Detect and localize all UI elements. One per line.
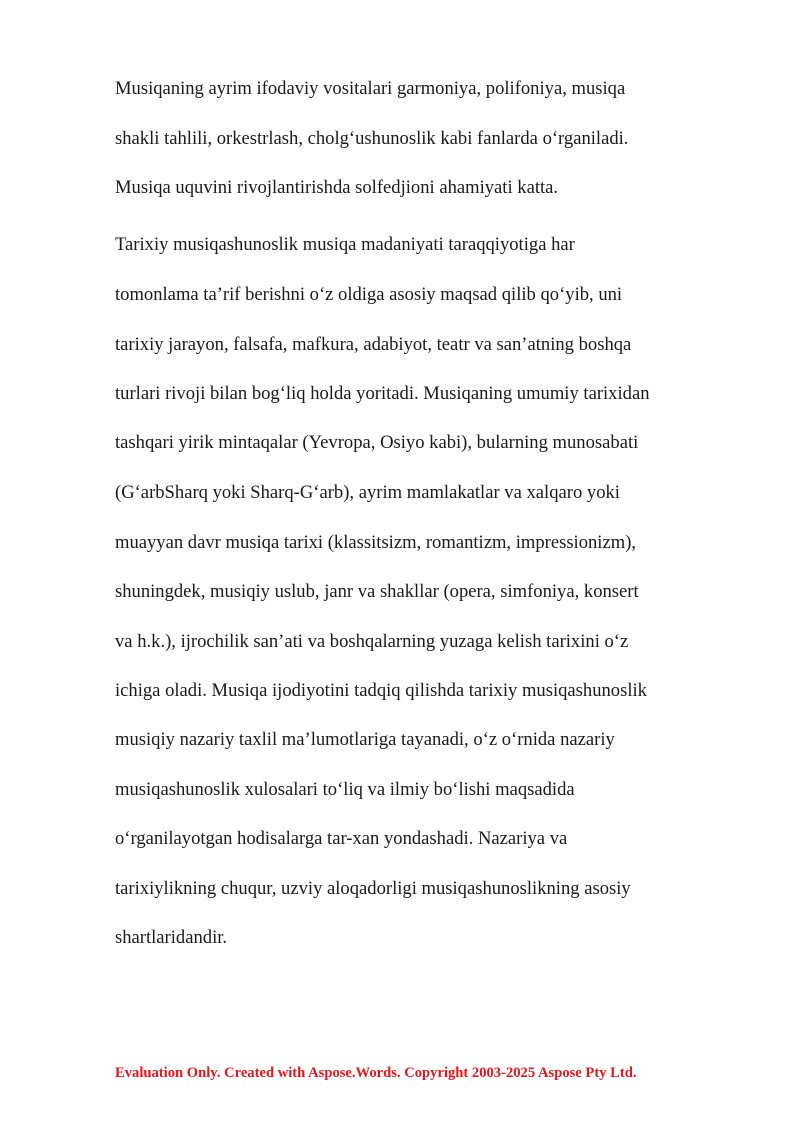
text-line: Musiqaning ayrim ifodaviy vositalari garmoniya, polifoniya, musiqa: [115, 78, 626, 99]
text-line: shakli tahlili, orkestrlash, cholg‘ushunoslik kabi fanlarda o‘rganiladi.: [115, 128, 629, 149]
text-line: tarixiylikning chuqur, uzviy aloqadorligi musiqashunoslikning asosiy: [115, 878, 631, 899]
text-line: ichiga oladi. Musiqa ijodiyotini tadqiq qilishda tarixiy musiqashunoslik: [115, 680, 647, 701]
text-line: shartlaridandir.: [115, 927, 228, 948]
text-line: shuningdek, musiqiy uslub, janr va shakllar (opera, simfoniya, konsert: [115, 581, 639, 602]
text-line: va h.k.), ijrochilik san’ati va boshqalarning yuzaga kelish tarixini o‘z: [115, 631, 629, 652]
text-line: (G‘arbSharq yoki Sharq-G‘arb), ayrim mamlakatlar va xalqaro yoki: [115, 482, 620, 503]
text-line: o‘rganilayotgan hodisalarga tar-xan yondashadi. Nazariya va: [115, 828, 568, 849]
text-line: tarixiy jarayon, falsafa, mafkura, adabiyot, teatr va san’atning boshqa: [115, 334, 632, 355]
text-line: muayyan davr musiqa tarixi (klassitsizm, romantizm, impressionizm),: [115, 532, 637, 553]
evaluation-watermark: Evaluation Only. Created with Aspose.Words. Copyright 2003-2025 Aspose Pty Ltd.: [115, 1065, 637, 1081]
text-line: Musiqa uquvini rivojlantirishda solfedjioni ahamiyati katta.: [115, 177, 559, 198]
text-line: musiqashunoslik xulosalari to‘liq va ilmiy bo‘lishi maqsadida: [115, 779, 575, 800]
text-line: tomonlama ta’rif berishni o‘z oldiga asosiy maqsad qilib qo‘yib, uni: [115, 284, 623, 305]
text-line: tashqari yirik mintaqalar (Yevropa, Osiyo kabi), bularning munosabati: [115, 432, 639, 453]
text-line: musiqiy nazariy taxlil ma’lumotlariga tayanadi, o‘z o‘rnida nazariy: [115, 729, 615, 750]
text-line: Tarixiy musiqashunoslik musiqa madaniyati taraqqiyotiga har: [115, 234, 575, 255]
text-line: turlari rivoji bilan bog‘liq holda yoritadi. Musiqaning umumiy tarixidan: [115, 383, 650, 404]
